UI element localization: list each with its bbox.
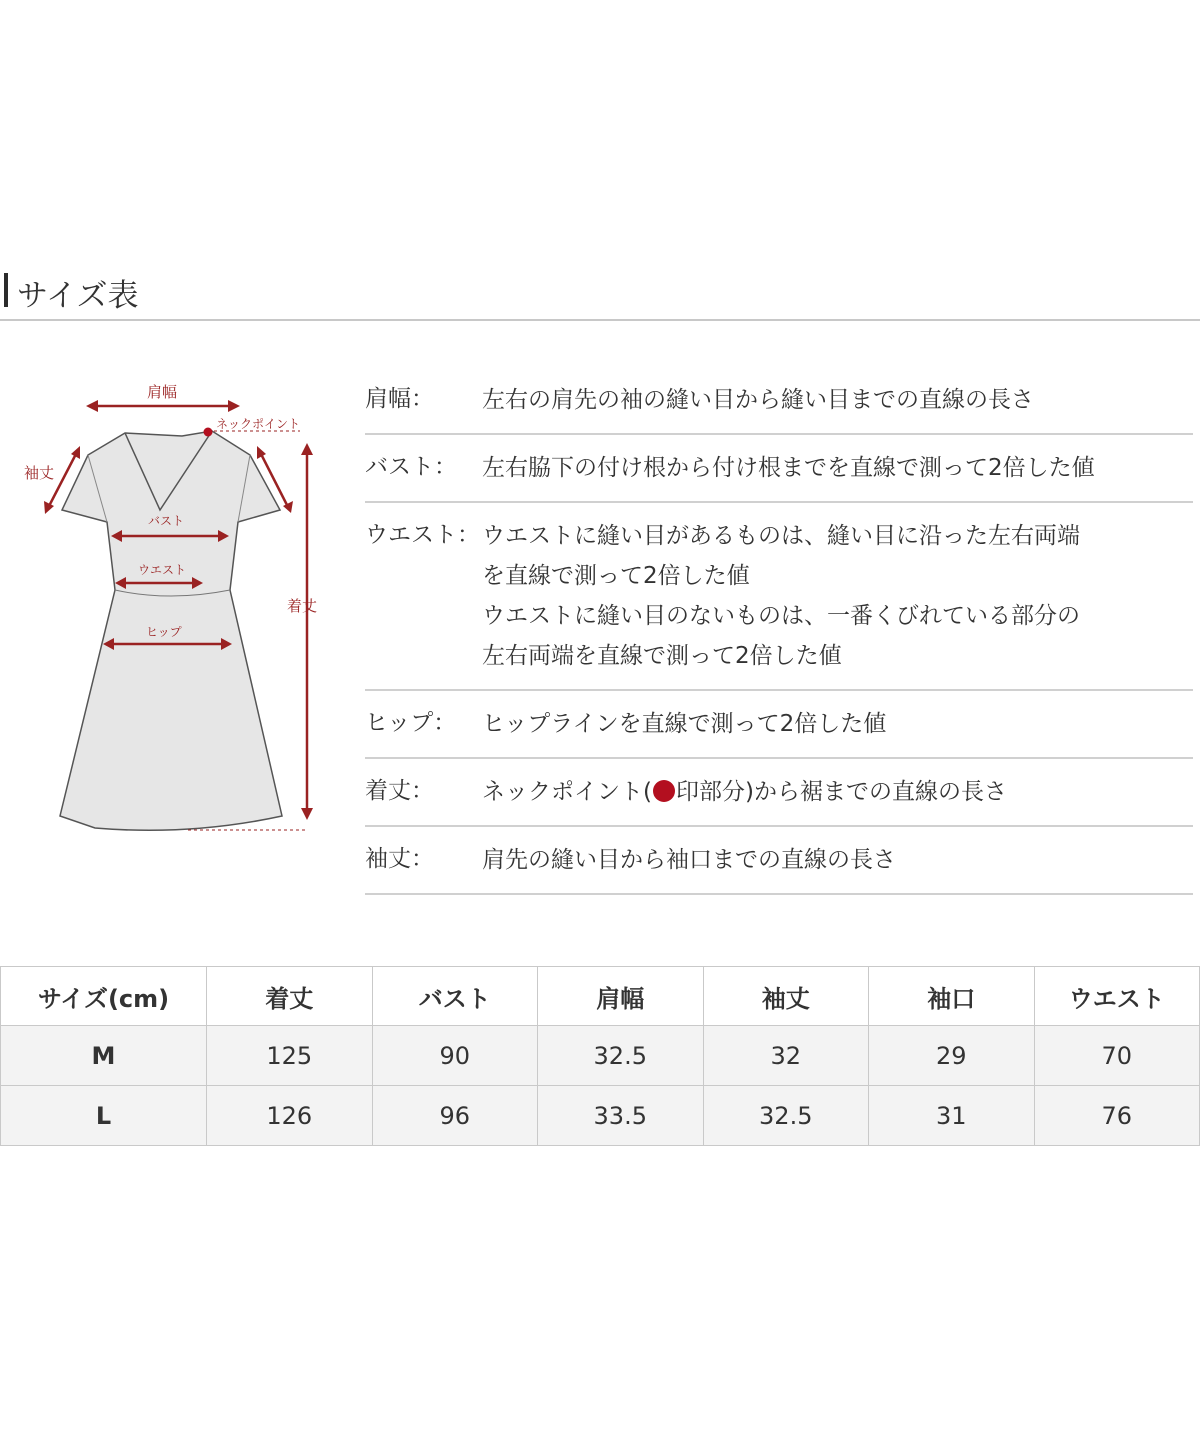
table-cell-size: L [1, 1086, 207, 1146]
column-header: 着丈 [207, 967, 373, 1026]
length-arrowhead-bottom [301, 808, 313, 820]
table-row [1, 1086, 1200, 1146]
definition-term: ヒップ： [365, 710, 457, 736]
hip-label: ヒップ [146, 625, 182, 639]
waist-label: ウエスト [138, 563, 187, 577]
definition-text: 左右の肩先の袖の縫い目から縫い目までの直線の長さ [482, 387, 1034, 413]
neck-point-marker [204, 428, 213, 437]
definition-term: 袖丈： [365, 846, 434, 872]
definition-text [482, 772, 1193, 812]
definition-text: 左右脇下の付け根から付け根までを直線で測って2倍した値 [482, 455, 1095, 481]
measurement-definitions [365, 367, 1193, 895]
table-cell: 70 [1034, 1026, 1200, 1086]
table-cell: 96 [372, 1086, 538, 1146]
section-divider [0, 319, 1200, 321]
length-label: 着丈 [287, 597, 318, 615]
shoulder-label: 肩幅 [147, 383, 178, 401]
definition-text: 肩先の縫い目から袖口までの直線の長さ [482, 847, 896, 873]
definition-term: 肩幅： [365, 386, 434, 412]
shoulder-arrowhead-right [228, 400, 240, 412]
definition-term: バスト： [365, 454, 457, 480]
dress-diagram-svg [0, 370, 350, 850]
table-cell: 126 [207, 1086, 373, 1146]
table-cell: 29 [869, 1026, 1035, 1086]
definition-text: ウエストに縫い目があるものは、縫い目に沿った左右両端 を直線で測って2倍した値 ウエストに縫い目のないものは、一番くびれている部分の 左右両端を直線で測って2倍した値 [482, 523, 1080, 669]
table-cell: 76 [1034, 1086, 1200, 1146]
bust-label: バスト [148, 514, 185, 528]
definition-waist [365, 503, 1193, 691]
table-cell: 32 [703, 1026, 869, 1086]
definition-text-after: 印部分)から裾までの直線の長さ [675, 779, 1007, 805]
table-cell-size: M [1, 1026, 207, 1086]
definition-text: ヒップラインを直線で測って2倍した値 [482, 711, 887, 737]
length-arrowhead-top [301, 443, 313, 455]
table-cell: 90 [372, 1026, 538, 1086]
table-header-row [1, 967, 1200, 1026]
column-header: バスト [372, 967, 538, 1026]
definition-length [365, 759, 1193, 827]
sleeve-arrowhead-left-bottom [44, 501, 54, 514]
table-row [1, 1026, 1200, 1086]
column-header: サイズ(cm) [1, 967, 207, 1026]
definition-bust [365, 435, 1193, 503]
neck-point-label: ネックポイント [216, 417, 301, 431]
definition-text-before: ネックポイント( [482, 779, 652, 805]
sleeve-label: 袖丈 [24, 464, 55, 482]
table-cell: 33.5 [538, 1086, 704, 1146]
definition-sleeve [365, 827, 1193, 895]
table-cell: 31 [869, 1086, 1035, 1146]
column-header: 袖丈 [703, 967, 869, 1026]
definition-term: 着丈： [365, 778, 434, 804]
table-cell: 125 [207, 1026, 373, 1086]
column-header: 袖口 [869, 967, 1035, 1026]
column-header: ウエスト [1034, 967, 1200, 1026]
size-table [0, 966, 1200, 1146]
section-title: サイズ表 [17, 278, 139, 314]
neck-point-dot-icon [653, 780, 675, 802]
dress-measurement-diagram [0, 370, 350, 850]
section-header [0, 262, 1200, 322]
definition-shoulder [365, 367, 1193, 435]
definition-term: ウエスト： [365, 522, 480, 548]
column-header: 肩幅 [538, 967, 704, 1026]
table-cell: 32.5 [538, 1026, 704, 1086]
definition-hip [365, 691, 1193, 759]
section-bar [4, 273, 8, 307]
table-cell: 32.5 [703, 1086, 869, 1146]
shoulder-arrowhead-left [86, 400, 98, 412]
